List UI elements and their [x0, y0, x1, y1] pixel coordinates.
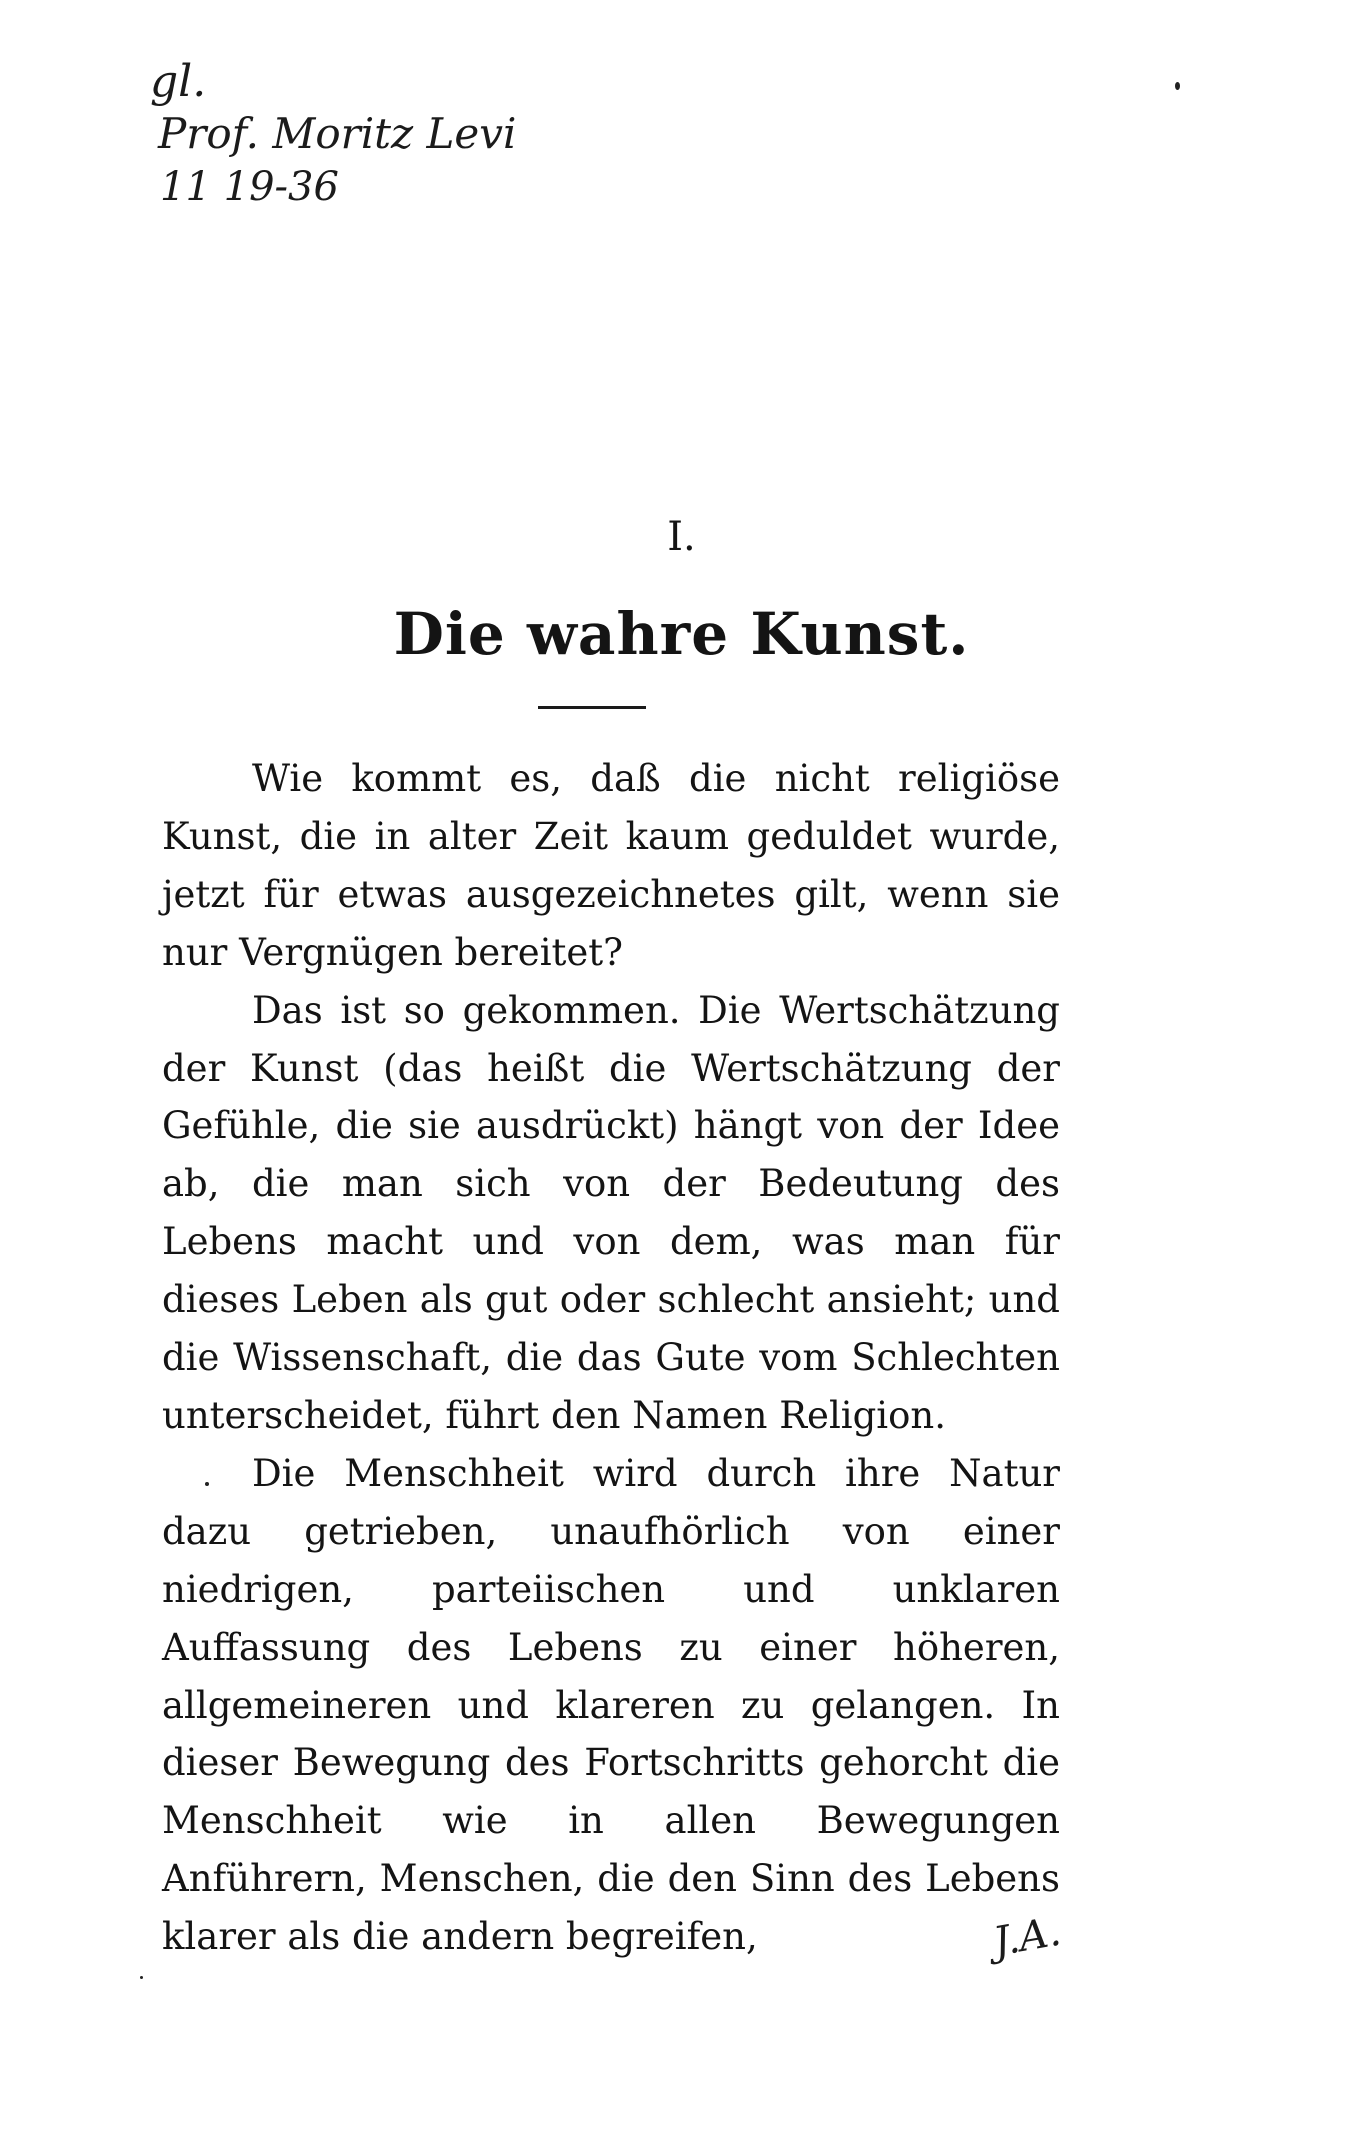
- handwritten-initials: [988, 1900, 1098, 1970]
- initials-text: J.A.: [990, 1908, 1065, 1966]
- chapter-number: I.: [667, 514, 696, 560]
- title-rule: [538, 706, 646, 709]
- speck-mark: [140, 1976, 143, 1979]
- chapter-title: Die wahre Kunst.: [393, 600, 970, 668]
- body-text: [162, 750, 1060, 1966]
- annotation-line-2: Prof. Moritz Levi: [158, 109, 517, 158]
- paragraph-3: Die Menschheit wird durch ihre Natur dazu getrieben, unaufhörlich von einer niedrigen, parteiischen und unklaren Auffassung des Lebens zu einer höheren, allgemeineren und klareren zu gelangen. In dieser Bewegung des Fortschritts gehorcht die Menschheit wie in allen Bewegungen Anführern, Menschen, die den Sinn des Lebens klarer als die andern begreifen,: [162, 1451, 1060, 1959]
- annotation-line-1: gl.: [150, 56, 207, 107]
- handwritten-annotation: [150, 50, 590, 220]
- annotation-line-3: 11 19-36: [160, 164, 339, 210]
- paragraph-2: Das ist so gekommen. Die Wertschätzung der Kunst (das heißt die Wertschätzung der Gefühle, die sie ausdrückt) hängt von der Idee ab, die man sich von der Bedeutung des Lebens macht und von dem, was man für dieses Leben als gut oder schlecht ansieht; und die Wissenschaft, die das Gute vom Schlechten unterscheidet, führt den Namen Religion.: [162, 988, 1060, 1437]
- paragraph-1: Wie kommt es, daß die nicht religiöse Kunst, die in alter Zeit kaum geduldet wurde, jetzt für etwas ausgezeichnetes gilt, wenn sie nur Vergnügen bereitet?: [162, 757, 1060, 974]
- speck-mark: [1175, 82, 1180, 90]
